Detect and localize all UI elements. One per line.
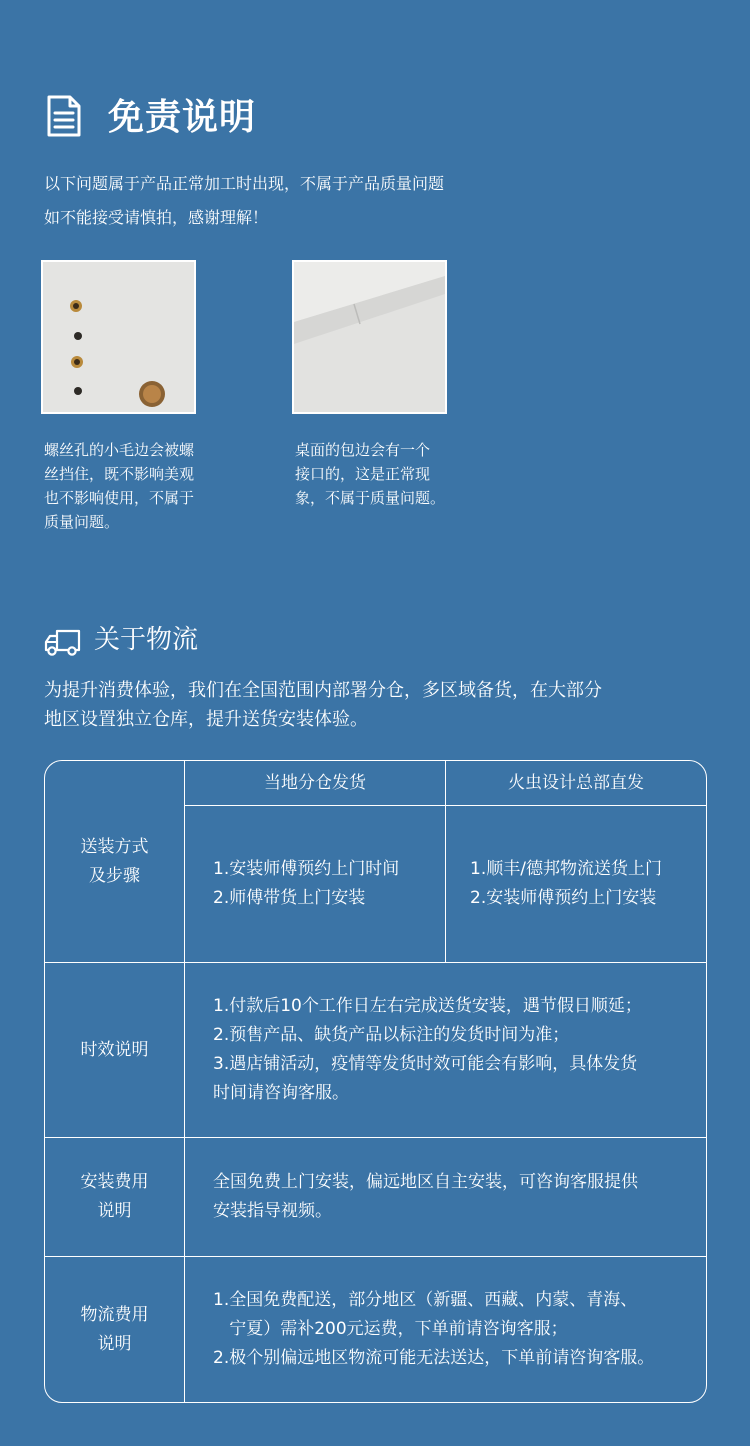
logistics-intro-line-1: 为提升消费体验，我们在全国范围内部署分仓，多区域备货，在大部分	[44, 680, 602, 701]
logistics-intro-line-2: 地区设置独立仓库，提升送货安装体验。	[44, 709, 368, 730]
screw-hole-photo	[41, 260, 196, 414]
logistics-table	[44, 760, 707, 1403]
row-label-shipping-fee: 物流费用 说明	[80, 1304, 149, 1354]
caption-edge-seam: 桌面的包边会有一个 接口的，这是正常现 象，不属于质量问题。	[295, 441, 446, 507]
cell-install-fee-content: 全国免费上门安装，偏远地区自主安装，可咨询客服提供 安装指导视频。	[213, 1172, 638, 1221]
document-icon	[46, 95, 82, 137]
cell-shipping-fee-content: 1.全国免费配送，部分地区（新疆、西藏、内蒙、青海、 宁夏）需补200元运费，下单前请咨询客服； 2.极个别偏远地区物流可能无法送达，下单前请咨询客服。	[213, 1290, 655, 1368]
table-header-local: 当地分仓发货	[264, 772, 366, 793]
cell-local-steps: 1.安装师傅预约上门时间 2.师傅带货上门安装	[213, 859, 400, 908]
disclaimer-intro-line-2: 如不能接受请慎拍，感谢理解！	[44, 208, 269, 227]
row-label-install-fee: 安装费用 说明	[80, 1172, 149, 1221]
edge-seam-photo	[292, 260, 447, 414]
disclaimer-title: 免责说明	[108, 97, 257, 138]
row-label-delivery-method: 送装方式 及步骤	[80, 836, 149, 886]
logistics-title: 关于物流	[94, 625, 199, 655]
cell-hq-steps: 1.顺丰/德邦物流送货上门 2.安装师傅预约上门安装	[470, 859, 662, 908]
caption-screw-hole: 螺丝孔的小毛边会被螺 丝挡住，既不影响美观 也不影响使用，不属于 质量问题。	[44, 441, 195, 531]
truck-icon	[44, 627, 82, 657]
table-header-hq: 火虫设计总部直发	[508, 772, 644, 793]
row-label-timing: 时效说明	[80, 1039, 149, 1060]
disclaimer-intro-line-1: 以下问题属于产品正常加工时出现，不属于产品质量问题	[44, 174, 445, 193]
cell-timing-content: 1.付款后10个工作日左右完成送货安装，遇节假日顺延； 2.预售产品、缺货产品以标注的发货时间为准； 3.遇店铺活动，疫情等发货时效可能会有影响，具体发货 时间请咨询客服。	[213, 996, 642, 1103]
